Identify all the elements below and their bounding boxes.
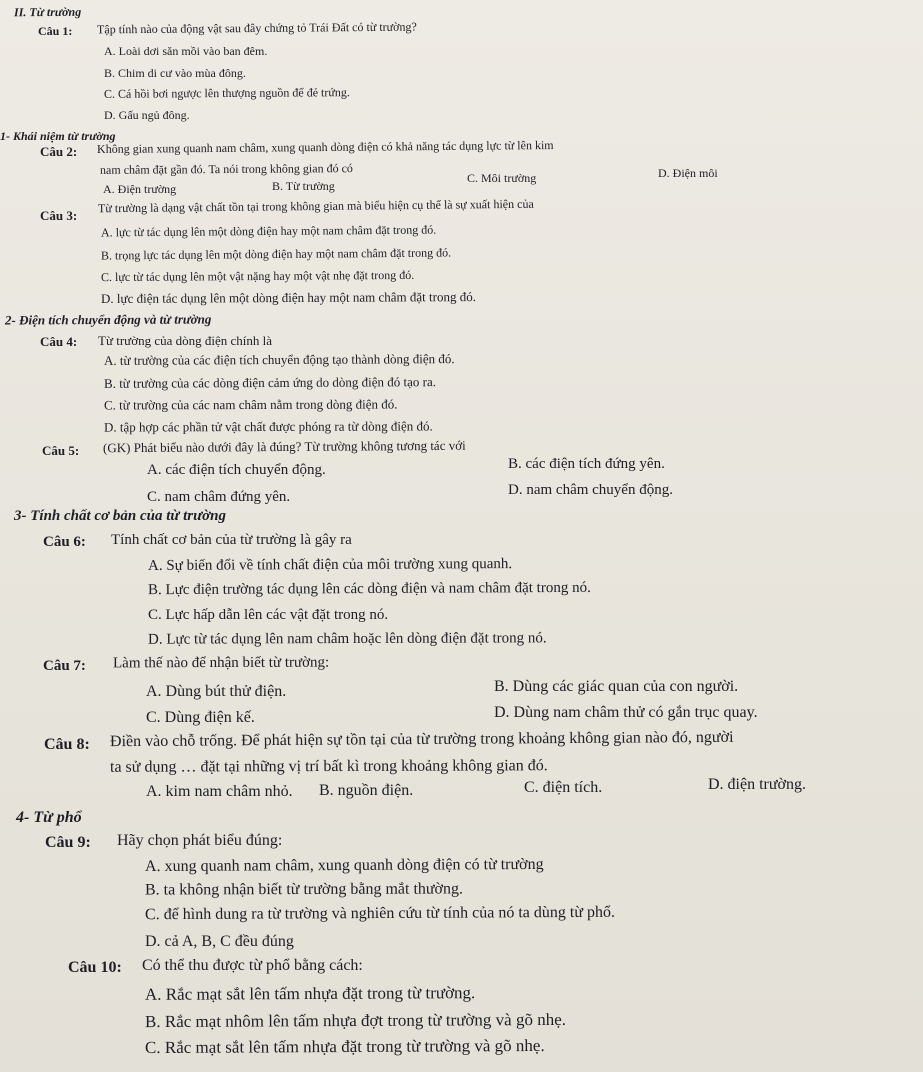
question-8-text-line2: ta sử dụng … đặt tại những vị trí bất kì trong khoảng không gian đó. (109, 757, 548, 776)
question-2-label: Câu 2: (40, 144, 78, 159)
question-2-option-c: C. Môi trường (467, 171, 537, 185)
question-6-option-b: B. Lực điện trường tác dụng lên các dòng điện và nam châm đặt trong nó. (147, 579, 591, 599)
question-6-option-c: C. Lực hấp dẫn lên các vật đặt trong nó. (148, 607, 389, 623)
question-7-option-d: D. Dùng nam châm thử có gắn trục quay. (494, 704, 758, 721)
question-3-option-d: D. lực điện tác dụng lên một dòng điện hay một nam châm đặt trong đó. (100, 289, 476, 306)
question-8-option-d: D. điện trường. (708, 776, 807, 793)
question-9-option-c: C. để hình dung ra từ trường và nghiên cứu từ tính của nó ta dùng từ phổ. (144, 903, 616, 924)
question-3-text: Từ trường là dạng vật chất tồn tại trong không gian mà biểu hiện cụ thể là sự xuất hiện của (97, 196, 534, 216)
question-9-option-b: B. ta không nhận biết từ trường bằng mắt thường. (144, 880, 464, 899)
question-7-label: Câu 7: (43, 658, 86, 674)
question-9-option-d: D. cả A, B, C đều đúng (145, 933, 294, 950)
question-1-option-d: D. Gấu ngủ đông. (104, 108, 190, 122)
question-10-option-b: B. Rắc mạt nhôm lên tấm nhựa đợt trong từ trường và gõ nhẹ. (144, 1009, 567, 1032)
question-9-text: Hãy chọn phát biểu đúng: (117, 832, 283, 849)
question-9-option-a: A. xung quanh nam châm, xung quanh dòng điện có từ trường (144, 855, 544, 876)
question-5-option-d: D. nam châm chuyển động. (508, 482, 673, 498)
question-5-text: (GK) Phát biểu nào dưới đây là đúng? Từ trường không tương tác với (102, 437, 466, 456)
question-1-option-b: B. Chim di cư vào mùa đông. (104, 66, 246, 80)
question-7-option-b: B. Dùng các giác quan của con người. (494, 678, 739, 695)
question-7-option-c: C. Dùng điện kế. (146, 709, 255, 726)
question-3-option-c: C. lực từ tác dụng lên một vật nặng hay một vật nhẹ đặt trong đó. (100, 267, 415, 285)
question-7-option-a: A. Dùng bút thử điện. (146, 683, 287, 700)
question-3-option-a: A. lực từ tác dụng lên một dòng điện hay một nam châm đặt trong đó. (100, 222, 437, 240)
question-2-text-line1: Không gian xung quanh nam châm, xung quanh dòng điện có khả năng tác dụng lực từ lên kim (96, 138, 554, 156)
question-5-option-b: B. các điện tích đứng yên. (508, 456, 665, 472)
question-10-text: Có thể thu được từ phổ bằng cách: (142, 957, 363, 974)
question-6-label: Câu 6: (43, 534, 86, 550)
question-8-label: Câu 8: (44, 736, 90, 753)
question-4-option-c: C. từ trường của các nam châm nằm trong dòng điện đó. (103, 396, 398, 413)
question-4-option-b: B. từ trường của các dòng điện cảm ứng do dòng điện đó tạo ra. (103, 374, 437, 391)
question-4-option-a: A. từ trường của các điện tích chuyển động tạo thành dòng điện đó. (103, 351, 455, 368)
question-3-option-b: B. trọng lực tác dụng lên một dòng điện hay một nam châm đặt trong đó. (100, 245, 452, 263)
question-8-text-line1: Điền vào chỗ trống. Để phát hiện sự tồn tại của từ trường trong khoảng không gian nào đó, người (109, 728, 734, 751)
question-10-label: Câu 10: (68, 959, 122, 976)
question-9-label: Câu 9: (45, 834, 91, 851)
question-7-text: Làm thế nào để nhận biết từ trường: (112, 654, 330, 672)
question-6-option-a: A. Sự biến đổi về tính chất điện của môi trường xung quanh. (147, 556, 513, 574)
question-2-option-d: D. Điện môi (658, 166, 718, 180)
question-6-text: Tính chất cơ bản của từ trường là gây ra (111, 532, 352, 548)
subsection-3-title: 3- Tính chất cơ bản của từ trường (14, 508, 227, 524)
question-5-option-a: A. các điện tích chuyển động. (147, 462, 326, 478)
question-10-option-a: A. Rắc mạt sắt lên tấm nhựa đặt trong từ trường. (144, 983, 476, 1004)
section-title: II. Từ trường (13, 4, 82, 20)
question-1-text: Tập tính nào của động vật sau đây chứng tỏ Trái Đất có từ trường? (96, 19, 417, 37)
question-4-text: Từ trường của dòng điện chính là (98, 333, 273, 348)
question-10-option-c: C. Rắc mạt sắt lên tấm nhựa đặt trong từ trường và gõ nhẹ. (144, 1035, 545, 1058)
question-2-text-line2: nam châm đặt gần đó. Ta nói trong không gian đó có (99, 161, 353, 177)
question-1-option-a: A. Loài dơi săn mồi vào ban đêm. (104, 44, 268, 58)
subsection-4-title: 4- Từ phổ (16, 809, 82, 826)
question-5-label: Câu 5: (42, 443, 80, 458)
question-2-option-b: B. Từ trường (272, 179, 335, 193)
question-1-label: Câu 1: (38, 24, 73, 38)
question-1-option-c: C. Cá hồi bơi ngược lên thượng nguồn để đẻ trứng. (103, 85, 350, 101)
subsection-1-title: 1- Khái niệm từ trường (0, 129, 116, 143)
question-8-option-b: B. nguồn điện. (319, 782, 414, 799)
question-8-option-c: C. điện tích. (524, 779, 603, 796)
question-2-option-a: A. Điện trường (103, 182, 177, 196)
question-3-label: Câu 3: (40, 208, 78, 223)
question-4-option-d: D. tập hợp các phần tử vật chất được phóng ra từ dòng điện đó. (103, 418, 433, 435)
subsection-2-title: 2- Điện tích chuyển động và từ trường (4, 311, 212, 328)
question-8-option-a: A. kim nam châm nhỏ. (146, 783, 293, 800)
question-5-option-c: C. nam châm đứng yên. (147, 489, 291, 505)
question-4-label: Câu 4: (40, 334, 78, 349)
question-6-option-d: D. Lực từ tác dụng lên nam châm hoặc lên dòng điện đặt trong nó. (147, 630, 547, 648)
